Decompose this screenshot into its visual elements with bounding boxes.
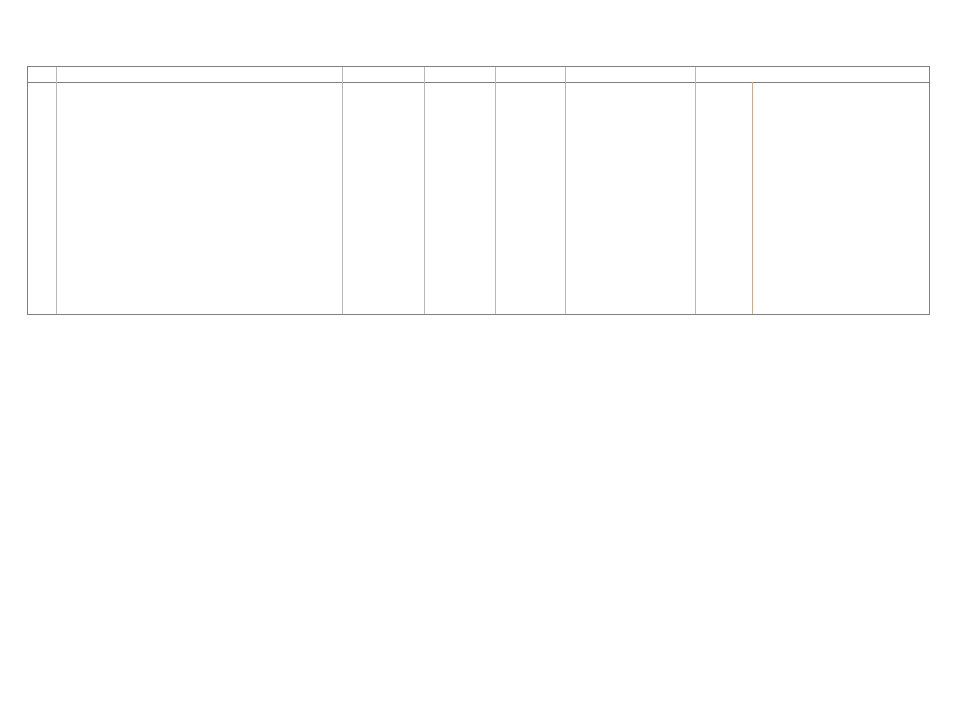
gantt-chart-area	[695, 82, 929, 314]
gantt-header	[28, 67, 929, 83]
gantt-table	[27, 66, 930, 315]
current-date-line	[752, 82, 753, 314]
